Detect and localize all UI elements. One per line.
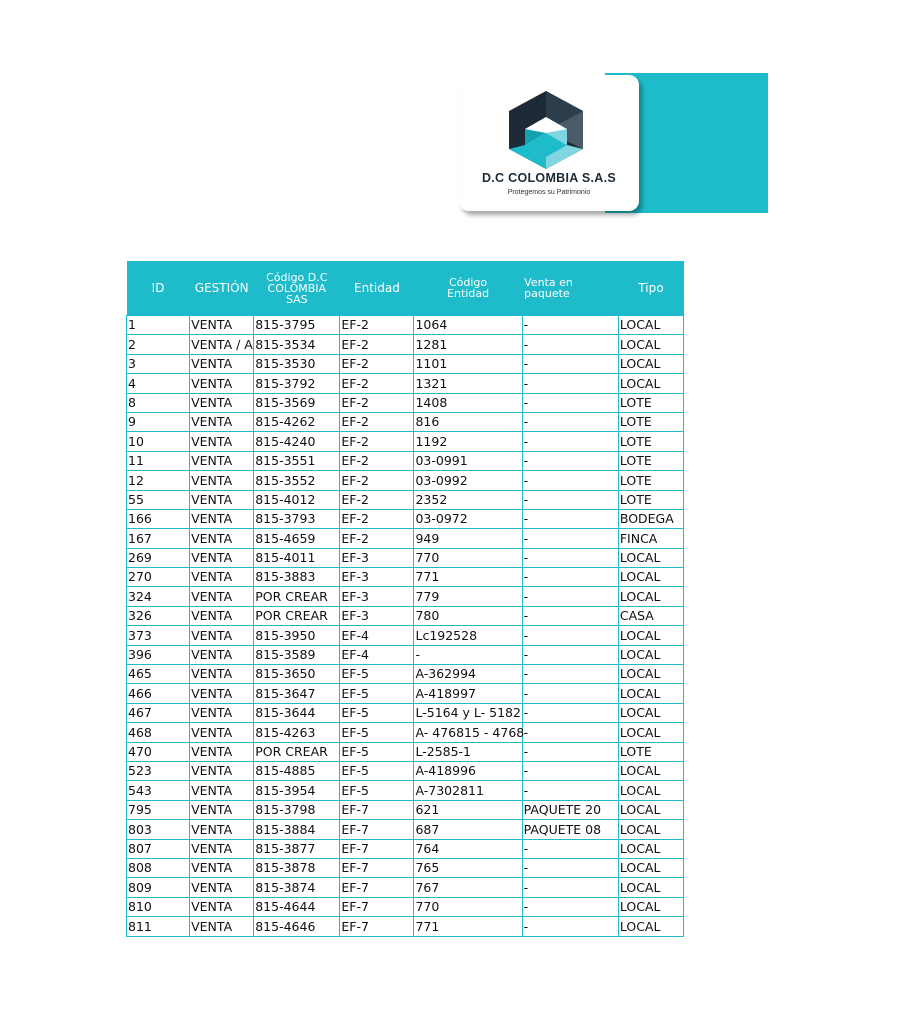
cell-gestion[interactable]: VENTA / A [190,335,254,354]
cell-codigo-entidad[interactable]: Lc192528 [414,626,522,645]
cell-gestion[interactable]: VENTA [190,316,254,335]
cell-venta-paquete[interactable]: - [522,393,618,412]
cell-venta-paquete[interactable]: - [522,703,618,722]
table-row[interactable] [127,393,684,412]
cell-codigo-dc[interactable]: 815-3551 [254,451,340,470]
cell-codigo-dc[interactable]: 815-3798 [254,800,340,819]
cell-codigo-dc[interactable]: 815-4011 [254,548,340,567]
cell-venta-paquete[interactable]: - [522,471,618,490]
cell-entidad[interactable]: EF-7 [340,820,414,839]
cell-codigo-entidad[interactable]: 779 [414,587,522,606]
cell-entidad[interactable]: EF-7 [340,839,414,858]
cell-codigo-dc[interactable]: 815-4644 [254,897,340,916]
cell-entidad[interactable]: EF-2 [340,393,414,412]
cell-venta-paquete[interactable]: - [522,509,618,528]
cell-venta-paquete[interactable]: - [522,432,618,451]
table-row[interactable] [127,684,684,703]
cell-id[interactable]: 807 [127,839,190,858]
cell-venta-paquete[interactable]: - [522,335,618,354]
cell-codigo-dc[interactable]: 815-3792 [254,374,340,393]
cell-id[interactable]: 470 [127,742,190,761]
cell-tipo[interactable]: LOCAL [618,858,683,877]
cell-venta-paquete[interactable]: PAQUETE 08 [522,820,618,839]
cell-codigo-dc[interactable]: 815-4262 [254,412,340,431]
cell-entidad[interactable]: EF-3 [340,568,414,587]
table-row[interactable] [127,723,684,742]
header-codigo-dc[interactable]: Código D.C COLOMBIA SAS [254,261,340,316]
cell-id[interactable]: 465 [127,665,190,684]
cell-entidad[interactable]: EF-7 [340,878,414,897]
header-id[interactable]: ID [127,261,190,316]
cell-codigo-entidad[interactable]: 1192 [414,432,522,451]
cell-venta-paquete[interactable]: - [522,897,618,916]
cell-codigo-entidad[interactable]: L-5164 y L- 5182 [414,703,522,722]
cell-id[interactable]: 167 [127,529,190,548]
cell-tipo[interactable]: LOCAL [618,878,683,897]
cell-tipo[interactable]: LOCAL [618,354,683,373]
cell-gestion[interactable]: VENTA [190,897,254,916]
table-row[interactable] [127,529,684,548]
table-row[interactable] [127,471,684,490]
table-row[interactable] [127,820,684,839]
cell-codigo-entidad[interactable]: 770 [414,548,522,567]
cell-codigo-dc[interactable]: 815-4659 [254,529,340,548]
company-name: D.C COLOMBIA S.A.S [481,171,617,185]
cell-entidad[interactable]: EF-2 [340,354,414,373]
cell-codigo-entidad[interactable]: 1281 [414,335,522,354]
cell-entidad[interactable]: EF-2 [340,432,414,451]
cell-id[interactable]: 809 [127,878,190,897]
cell-codigo-dc[interactable]: POR CREAR [254,606,340,625]
cell-entidad[interactable]: EF-2 [340,316,414,335]
table-row[interactable] [127,374,684,393]
cell-venta-paquete[interactable]: - [522,858,618,877]
cell-id[interactable]: 543 [127,781,190,800]
cell-codigo-dc[interactable]: 815-3534 [254,335,340,354]
cell-entidad[interactable]: EF-2 [340,509,414,528]
cell-codigo-dc[interactable]: 815-3883 [254,568,340,587]
cell-tipo[interactable]: LOTE [618,432,683,451]
cell-id[interactable]: 2 [127,335,190,354]
cell-id[interactable]: 1 [127,316,190,335]
cell-codigo-entidad[interactable]: A-362994 [414,665,522,684]
cell-venta-paquete[interactable]: - [522,354,618,373]
cell-venta-paquete[interactable]: - [522,684,618,703]
cell-codigo-entidad[interactable]: A-418997 [414,684,522,703]
cell-entidad[interactable]: EF-3 [340,587,414,606]
table-row[interactable] [127,703,684,722]
cell-venta-paquete[interactable]: - [522,490,618,509]
cell-tipo[interactable]: LOCAL [618,781,683,800]
cell-gestion[interactable]: VENTA [190,451,254,470]
cell-gestion[interactable]: VENTA [190,742,254,761]
table-row[interactable] [127,917,684,936]
cell-entidad[interactable]: EF-5 [340,723,414,742]
cell-id[interactable]: 8 [127,393,190,412]
cell-gestion[interactable]: VENTA [190,548,254,567]
cell-tipo[interactable]: LOCAL [618,820,683,839]
cell-entidad[interactable]: EF-5 [340,781,414,800]
cell-entidad[interactable]: EF-5 [340,684,414,703]
cell-codigo-entidad[interactable]: - [414,645,522,664]
cell-tipo[interactable]: LOCAL [618,335,683,354]
table-row[interactable] [127,878,684,897]
cell-entidad[interactable]: EF-2 [340,451,414,470]
cell-codigo-dc[interactable]: 815-3650 [254,665,340,684]
banner-bar-shape [815,83,833,135]
cell-tipo[interactable]: LOCAL [618,839,683,858]
cell-entidad[interactable]: EF-7 [340,800,414,819]
cell-codigo-entidad[interactable]: 03-0992 [414,471,522,490]
header-tipo[interactable]: Tipo [618,261,683,316]
cell-gestion[interactable]: VENTA [190,354,254,373]
cell-id[interactable]: 803 [127,820,190,839]
cell-gestion[interactable]: VENTA [190,490,254,509]
table-row[interactable] [127,509,684,528]
cell-gestion[interactable]: VENTA [190,820,254,839]
cell-venta-paquete[interactable]: - [522,412,618,431]
cell-codigo-dc[interactable]: 815-3793 [254,509,340,528]
cell-venta-paquete[interactable]: - [522,645,618,664]
cell-gestion[interactable]: VENTA [190,412,254,431]
cell-venta-paquete[interactable]: - [522,723,618,742]
cell-codigo-dc[interactable]: 815-3530 [254,354,340,373]
cell-codigo-dc[interactable]: 815-3589 [254,645,340,664]
table-row[interactable] [127,665,684,684]
cell-id[interactable]: 55 [127,490,190,509]
cell-codigo-dc[interactable]: 815-3877 [254,839,340,858]
cell-gestion[interactable]: VENTA [190,703,254,722]
cell-codigo-entidad[interactable]: 1064 [414,316,522,335]
cell-codigo-entidad[interactable]: 771 [414,917,522,936]
cell-gestion[interactable]: VENTA [190,723,254,742]
cell-entidad[interactable]: EF-5 [340,761,414,780]
cell-id[interactable]: 396 [127,645,190,664]
cell-tipo[interactable]: LOCAL [618,723,683,742]
cell-codigo-dc[interactable]: 815-4263 [254,723,340,742]
cell-codigo-entidad[interactable]: A-418996 [414,761,522,780]
logo-card [459,75,639,211]
cell-venta-paquete[interactable]: - [522,451,618,470]
cell-venta-paquete[interactable]: - [522,917,618,936]
cell-codigo-entidad[interactable]: 1408 [414,393,522,412]
cell-gestion[interactable]: VENTA [190,839,254,858]
cell-codigo-entidad[interactable]: 621 [414,800,522,819]
cell-tipo[interactable]: CASA [618,606,683,625]
cell-entidad[interactable]: EF-2 [340,529,414,548]
cell-tipo[interactable]: LOCAL [618,548,683,567]
cell-venta-paquete[interactable]: - [522,626,618,645]
cell-entidad[interactable]: EF-3 [340,606,414,625]
cell-venta-paquete[interactable]: - [522,781,618,800]
cell-gestion[interactable]: VENTA [190,393,254,412]
table-row[interactable] [127,800,684,819]
cell-codigo-entidad[interactable]: L-2585-1 [414,742,522,761]
table-row[interactable] [127,316,684,335]
cell-venta-paquete[interactable]: - [522,529,618,548]
cell-codigo-entidad[interactable]: 687 [414,820,522,839]
cell-tipo[interactable]: LOCAL [618,316,683,335]
cell-tipo[interactable]: LOCAL [618,374,683,393]
cell-codigo-entidad[interactable]: A- 476815 - 4768 [414,723,522,742]
cell-entidad[interactable]: EF-7 [340,858,414,877]
cell-codigo-dc[interactable]: 815-3954 [254,781,340,800]
cell-codigo-dc[interactable]: 815-4885 [254,761,340,780]
cell-entidad[interactable]: EF-7 [340,917,414,936]
cell-codigo-entidad[interactable]: 765 [414,858,522,877]
cell-entidad[interactable]: EF-2 [340,335,414,354]
cell-tipo[interactable]: LOTE [618,451,683,470]
cell-id[interactable]: 12 [127,471,190,490]
cell-venta-paquete[interactable]: PAQUETE 20 [522,800,618,819]
cell-id[interactable]: 523 [127,761,190,780]
cell-tipo[interactable]: LOTE [618,471,683,490]
cell-venta-paquete[interactable]: - [522,761,618,780]
cell-entidad[interactable]: EF-3 [340,548,414,567]
cell-id[interactable]: 810 [127,897,190,916]
cell-codigo-entidad[interactable]: 770 [414,897,522,916]
table-body [127,316,684,937]
cell-entidad[interactable]: EF-5 [340,665,414,684]
cell-id[interactable]: 326 [127,606,190,625]
header-entidad[interactable]: Entidad [340,261,414,316]
cell-codigo-entidad[interactable]: 764 [414,839,522,858]
cell-venta-paquete[interactable]: - [522,878,618,897]
table-row[interactable] [127,587,684,606]
cell-tipo[interactable]: LOCAL [618,800,683,819]
cell-tipo[interactable]: LOCAL [618,568,683,587]
cell-gestion[interactable]: VENTA [190,684,254,703]
cell-id[interactable]: 811 [127,917,190,936]
cell-codigo-dc[interactable]: 815-3884 [254,820,340,839]
cell-entidad[interactable]: EF-2 [340,471,414,490]
cell-gestion[interactable]: VENTA [190,626,254,645]
cell-gestion[interactable]: VENTA [190,374,254,393]
table-row[interactable] [127,335,684,354]
table-header-row [127,261,684,316]
header-venta-paquete[interactable]: Venta en paquete [522,261,618,316]
cell-gestion[interactable]: VENTA [190,471,254,490]
cell-entidad[interactable]: EF-7 [340,897,414,916]
cell-gestion[interactable]: VENTA [190,645,254,664]
cell-tipo[interactable]: LOCAL [618,665,683,684]
cell-codigo-entidad[interactable]: 816 [414,412,522,431]
cell-codigo-entidad[interactable]: 1321 [414,374,522,393]
cell-gestion[interactable]: VENTA [190,917,254,936]
cell-id[interactable]: 166 [127,509,190,528]
cell-gestion[interactable]: VENTA [190,878,254,897]
cell-codigo-entidad[interactable]: A-7302811 [414,781,522,800]
cell-venta-paquete[interactable]: - [522,606,618,625]
cell-gestion[interactable]: VENTA [190,432,254,451]
cell-codigo-entidad[interactable]: 03-0972 [414,509,522,528]
cell-gestion[interactable]: VENTA [190,858,254,877]
cell-gestion[interactable]: VENTA [190,761,254,780]
cell-codigo-entidad[interactable]: 2352 [414,490,522,509]
cell-id[interactable]: 373 [127,626,190,645]
cell-id[interactable]: 4 [127,374,190,393]
cell-gestion[interactable]: VENTA [190,800,254,819]
table-row[interactable] [127,548,684,567]
cell-tipo[interactable]: LOCAL [618,587,683,606]
cell-tipo[interactable]: LOCAL [618,684,683,703]
header-codigo-entidad[interactable]: Código Entidad [414,261,522,316]
cell-tipo[interactable]: LOCAL [618,897,683,916]
cell-codigo-entidad[interactable]: 949 [414,529,522,548]
cell-codigo-entidad[interactable]: 03-0991 [414,451,522,470]
cell-gestion[interactable]: VENTA [190,665,254,684]
cell-tipo[interactable]: LOTE [618,490,683,509]
cell-gestion[interactable]: VENTA [190,529,254,548]
cell-entidad[interactable]: EF-2 [340,490,414,509]
cell-entidad[interactable]: EF-4 [340,626,414,645]
cell-gestion[interactable]: VENTA [190,606,254,625]
cell-codigo-dc[interactable]: 815-3647 [254,684,340,703]
cell-codigo-entidad[interactable]: 1101 [414,354,522,373]
cell-tipo[interactable]: LOTE [618,412,683,431]
cell-id[interactable]: 3 [127,354,190,373]
cell-id[interactable]: 9 [127,412,190,431]
cell-codigo-entidad[interactable]: 780 [414,606,522,625]
table-row[interactable] [127,606,684,625]
cell-codigo-dc[interactable]: 815-3950 [254,626,340,645]
table-row[interactable] [127,626,684,645]
cell-gestion[interactable]: VENTA [190,568,254,587]
cell-entidad[interactable]: EF-5 [340,703,414,722]
cell-venta-paquete[interactable]: - [522,374,618,393]
table-row[interactable] [127,761,684,780]
table-row[interactable] [127,354,684,373]
table-row[interactable] [127,839,684,858]
cell-codigo-dc[interactable]: 815-4646 [254,917,340,936]
company-logo-icon [501,87,591,169]
cell-tipo[interactable]: LOTE [618,393,683,412]
cell-tipo[interactable]: LOCAL [618,761,683,780]
cell-entidad[interactable]: EF-4 [340,645,414,664]
cell-id[interactable]: 10 [127,432,190,451]
company-tagline: Protegemos su Patrimonio [507,189,591,196]
cell-id[interactable]: 324 [127,587,190,606]
header-gestion[interactable]: GESTIÓN [190,261,254,316]
cell-tipo[interactable]: LOCAL [618,645,683,664]
cell-gestion[interactable]: VENTA [190,587,254,606]
table-row[interactable] [127,781,684,800]
table-row[interactable] [127,645,684,664]
cell-codigo-dc[interactable]: 815-3644 [254,703,340,722]
cell-entidad[interactable]: EF-5 [340,742,414,761]
properties-table [126,261,684,937]
table-row[interactable] [127,451,684,470]
cell-codigo-dc[interactable]: 815-4012 [254,490,340,509]
cell-entidad[interactable]: EF-2 [340,374,414,393]
cell-id[interactable]: 11 [127,451,190,470]
cell-id[interactable]: 466 [127,684,190,703]
cell-tipo[interactable]: LOCAL [618,917,683,936]
cell-id[interactable]: 808 [127,858,190,877]
cell-venta-paquete[interactable]: - [522,568,618,587]
cell-codigo-entidad[interactable]: 771 [414,568,522,587]
banner-side-letter: A [814,155,831,183]
table-row[interactable] [127,742,684,761]
table-row[interactable] [127,568,684,587]
cell-codigo-dc[interactable]: 815-4240 [254,432,340,451]
cell-codigo-dc[interactable]: POR CREAR [254,742,340,761]
table-row[interactable] [127,897,684,916]
banner-divider [814,191,918,192]
cell-tipo[interactable]: LOCAL [618,626,683,645]
cell-codigo-dc[interactable]: 815-3569 [254,393,340,412]
cell-codigo-dc[interactable]: POR CREAR [254,587,340,606]
cell-id[interactable]: 468 [127,723,190,742]
cell-tipo[interactable]: LOTE [618,742,683,761]
cell-gestion[interactable]: VENTA [190,509,254,528]
cell-codigo-entidad[interactable]: 767 [414,878,522,897]
cell-tipo[interactable]: BODEGA [618,509,683,528]
cell-venta-paquete[interactable]: - [522,548,618,567]
cell-venta-paquete[interactable]: - [522,316,618,335]
cell-codigo-dc[interactable]: 815-3552 [254,471,340,490]
cell-id[interactable]: 795 [127,800,190,819]
cell-gestion[interactable]: VENTA [190,781,254,800]
table-row[interactable] [127,432,684,451]
cell-venta-paquete[interactable]: - [522,665,618,684]
table-row[interactable] [127,490,684,509]
cell-venta-paquete[interactable]: - [522,587,618,606]
cell-id[interactable]: 270 [127,568,190,587]
cell-id[interactable]: 467 [127,703,190,722]
cell-entidad[interactable]: EF-2 [340,412,414,431]
logo-banner [455,73,831,214]
cell-codigo-dc[interactable]: 815-3874 [254,878,340,897]
table-row[interactable] [127,412,684,431]
cell-codigo-dc[interactable]: 815-3795 [254,316,340,335]
cell-codigo-dc[interactable]: 815-3878 [254,858,340,877]
cell-id[interactable]: 269 [127,548,190,567]
cell-venta-paquete[interactable]: - [522,742,618,761]
cell-tipo[interactable]: FINCA [618,529,683,548]
table-row[interactable] [127,858,684,877]
cell-venta-paquete[interactable]: - [522,839,618,858]
cell-tipo[interactable]: LOCAL [618,703,683,722]
